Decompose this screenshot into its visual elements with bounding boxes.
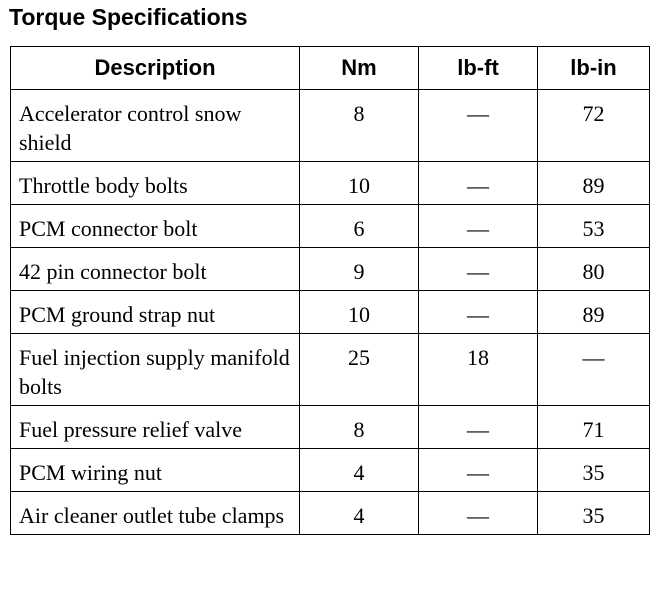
cell-lbft: 18 — [419, 334, 538, 406]
table-row — [11, 162, 650, 205]
cell-lbin: 35 — [538, 449, 650, 492]
cell-lbft: — — [419, 205, 538, 248]
cell-lbin: — — [538, 334, 650, 406]
table-row — [11, 205, 650, 248]
cell-description: Accelerator control snow shield — [11, 90, 300, 162]
cell-lbft: — — [419, 90, 538, 162]
table-row — [11, 406, 650, 449]
cell-description: Fuel pressure relief valve — [11, 406, 300, 449]
cell-nm: 8 — [300, 406, 419, 449]
cell-nm: 10 — [300, 162, 419, 205]
cell-lbin: 89 — [538, 291, 650, 334]
cell-lbin: 71 — [538, 406, 650, 449]
column-header-nm: Nm — [300, 47, 419, 90]
table-row — [11, 291, 650, 334]
cell-nm: 4 — [300, 492, 419, 535]
cell-description: Air cleaner outlet tube clamps — [11, 492, 300, 535]
table-row — [11, 449, 650, 492]
cell-lbin: 89 — [538, 162, 650, 205]
table-row — [11, 90, 650, 162]
cell-lbft: — — [419, 449, 538, 492]
cell-lbft: — — [419, 291, 538, 334]
cell-nm: 6 — [300, 205, 419, 248]
cell-lbft: — — [419, 162, 538, 205]
cell-nm: 9 — [300, 248, 419, 291]
cell-nm: 10 — [300, 291, 419, 334]
torque-spec-table — [10, 46, 650, 535]
table-row — [11, 248, 650, 291]
cell-nm: 25 — [300, 334, 419, 406]
column-header-lbin: lb-in — [538, 47, 650, 90]
cell-description: PCM ground strap nut — [11, 291, 300, 334]
column-header-description: Description — [11, 47, 300, 90]
cell-description: Throttle body bolts — [11, 162, 300, 205]
cell-lbin: 53 — [538, 205, 650, 248]
cell-lbft: — — [419, 248, 538, 291]
column-header-lbft: lb-ft — [419, 47, 538, 90]
cell-nm: 8 — [300, 90, 419, 162]
table-row — [11, 334, 650, 406]
table-header-row — [11, 47, 650, 90]
cell-description: 42 pin connector bolt — [11, 248, 300, 291]
page-title: Torque Specifications — [9, 4, 248, 30]
cell-description: PCM connector bolt — [11, 205, 300, 248]
cell-description: Fuel injection supply manifold bolts — [11, 334, 300, 406]
cell-lbin: 35 — [538, 492, 650, 535]
table-row — [11, 492, 650, 535]
cell-lbft: — — [419, 406, 538, 449]
cell-lbin: 80 — [538, 248, 650, 291]
cell-lbin: 72 — [538, 90, 650, 162]
cell-lbft: — — [419, 492, 538, 535]
cell-description: PCM wiring nut — [11, 449, 300, 492]
cell-nm: 4 — [300, 449, 419, 492]
